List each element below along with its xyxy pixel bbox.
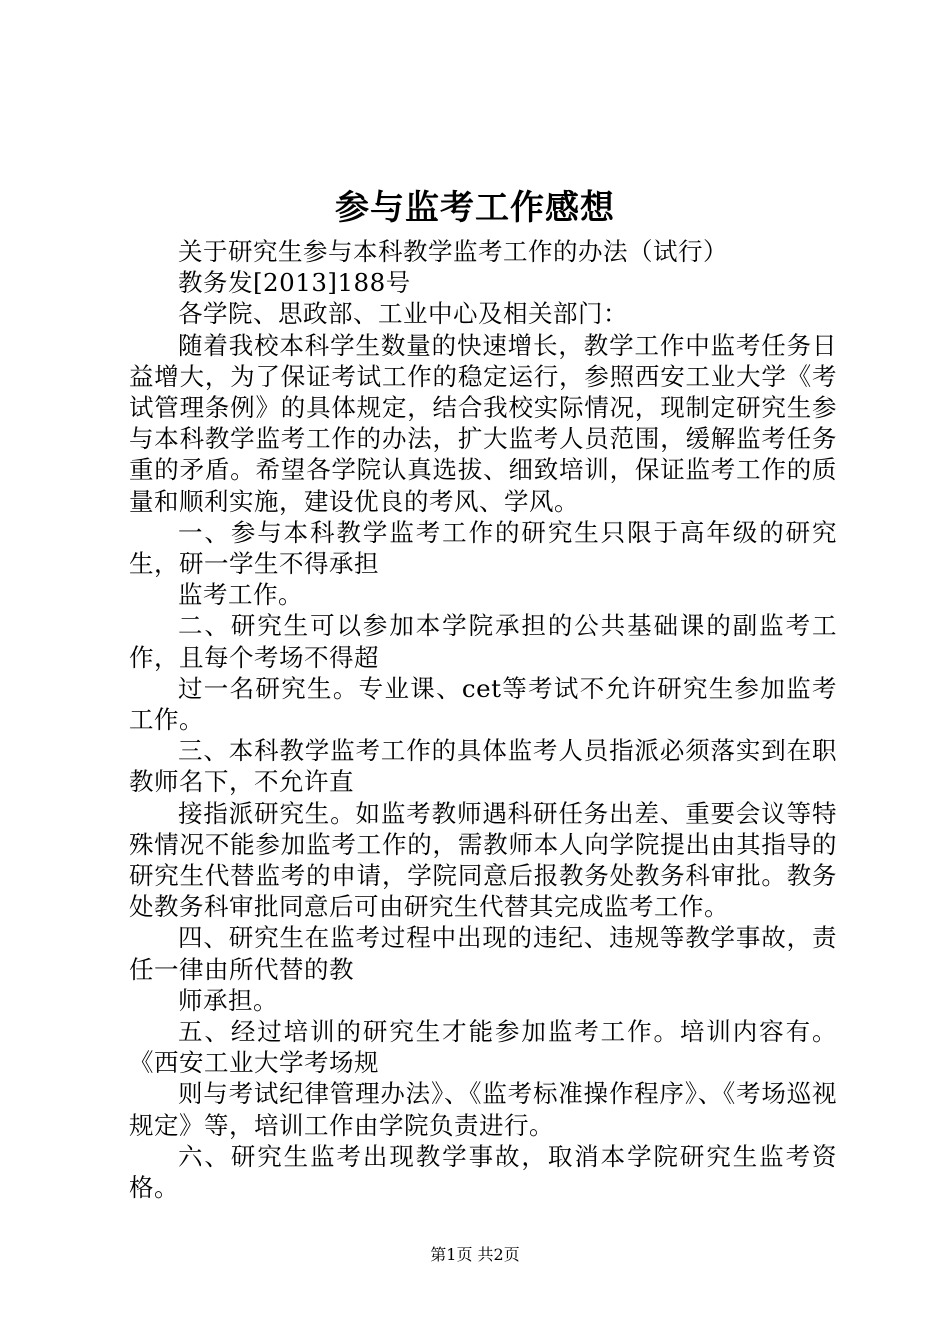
paragraph-item-2: 二、研究生可以参加本学院承担的公共基础课的副监考工作，且每个考场不得超 [129, 611, 837, 672]
paragraph-doc-number: 教务发[2013]188号 [178, 268, 411, 298]
paragraph-intro: 随着我校本科学生数量的快速增长，教学工作中监考任务日益增大，为了保证考试工作的稳定运行，参照西安工业大学《考试管理条例》的具体规定，结合我校实际情况，现制定研究生参与本科教学监考工作的办法，扩大监考人员范围，缓解监考任务重的矛盾。希望各学院认真选拔、细致培训，保证监考工作的质量和顺利实施，建设优良的考风、学风。 [129, 330, 837, 516]
paragraph-item-4: 四、研究生在监考过程中出现的违纪、违规等教学事故，责任一律由所代替的教 [129, 923, 837, 984]
paragraph-item-5: 五、经过培训的研究生才能参加监考工作。培训内容有。《西安工业大学考场规 [129, 1017, 837, 1078]
paragraph-heading-title: 关于研究生参与本科教学监考工作的办法（试行） [178, 237, 728, 266]
paragraph-item-3-cont: 接指派研究生。如监考教师遇科研任务出差、重要会议等特殊情况不能参加监考工作的，需教师本人向学院提出由其指导的研究生代替监考的申请，学院同意后报教务处教务科审批。教务处教务科审批同意后可由研究生代替其完成监考工作。 [129, 798, 837, 922]
paragraph-item-1: 一、参与本科教学监考工作的研究生只限于高年级的研究生，研一学生不得承担 [129, 517, 837, 579]
page-number: 第1页 共2页 [430, 1245, 520, 1264]
paragraph-item-6: 六、研究生监考出现教学事故，取消本学院研究生监考资格。 [129, 1141, 837, 1203]
paragraph-item-4-cont: 师承担。 [178, 985, 278, 1015]
paragraph-item-2-cont: 过一名研究生。专业课、cet等考试不允许研究生参加监考工作。 [129, 673, 837, 735]
document-title: 参与监考工作感想 [335, 188, 615, 228]
paragraph-item-1-cont: 监考工作。 [178, 580, 303, 610]
paragraph-recipients: 各学院、思政部、工业中心及相关部门： [178, 299, 628, 329]
paragraph-item-5-cont: 则与考试纪律管理办法》、《监考标准操作程序》、《考场巡视规定》等，培训工作由学院负责进行。 [129, 1079, 837, 1140]
document-body [129, 236, 837, 1203]
paragraph-item-3: 三、本科教学监考工作的具体监考人员指派必须落实到在职教师名下，不允许直 [129, 736, 837, 797]
